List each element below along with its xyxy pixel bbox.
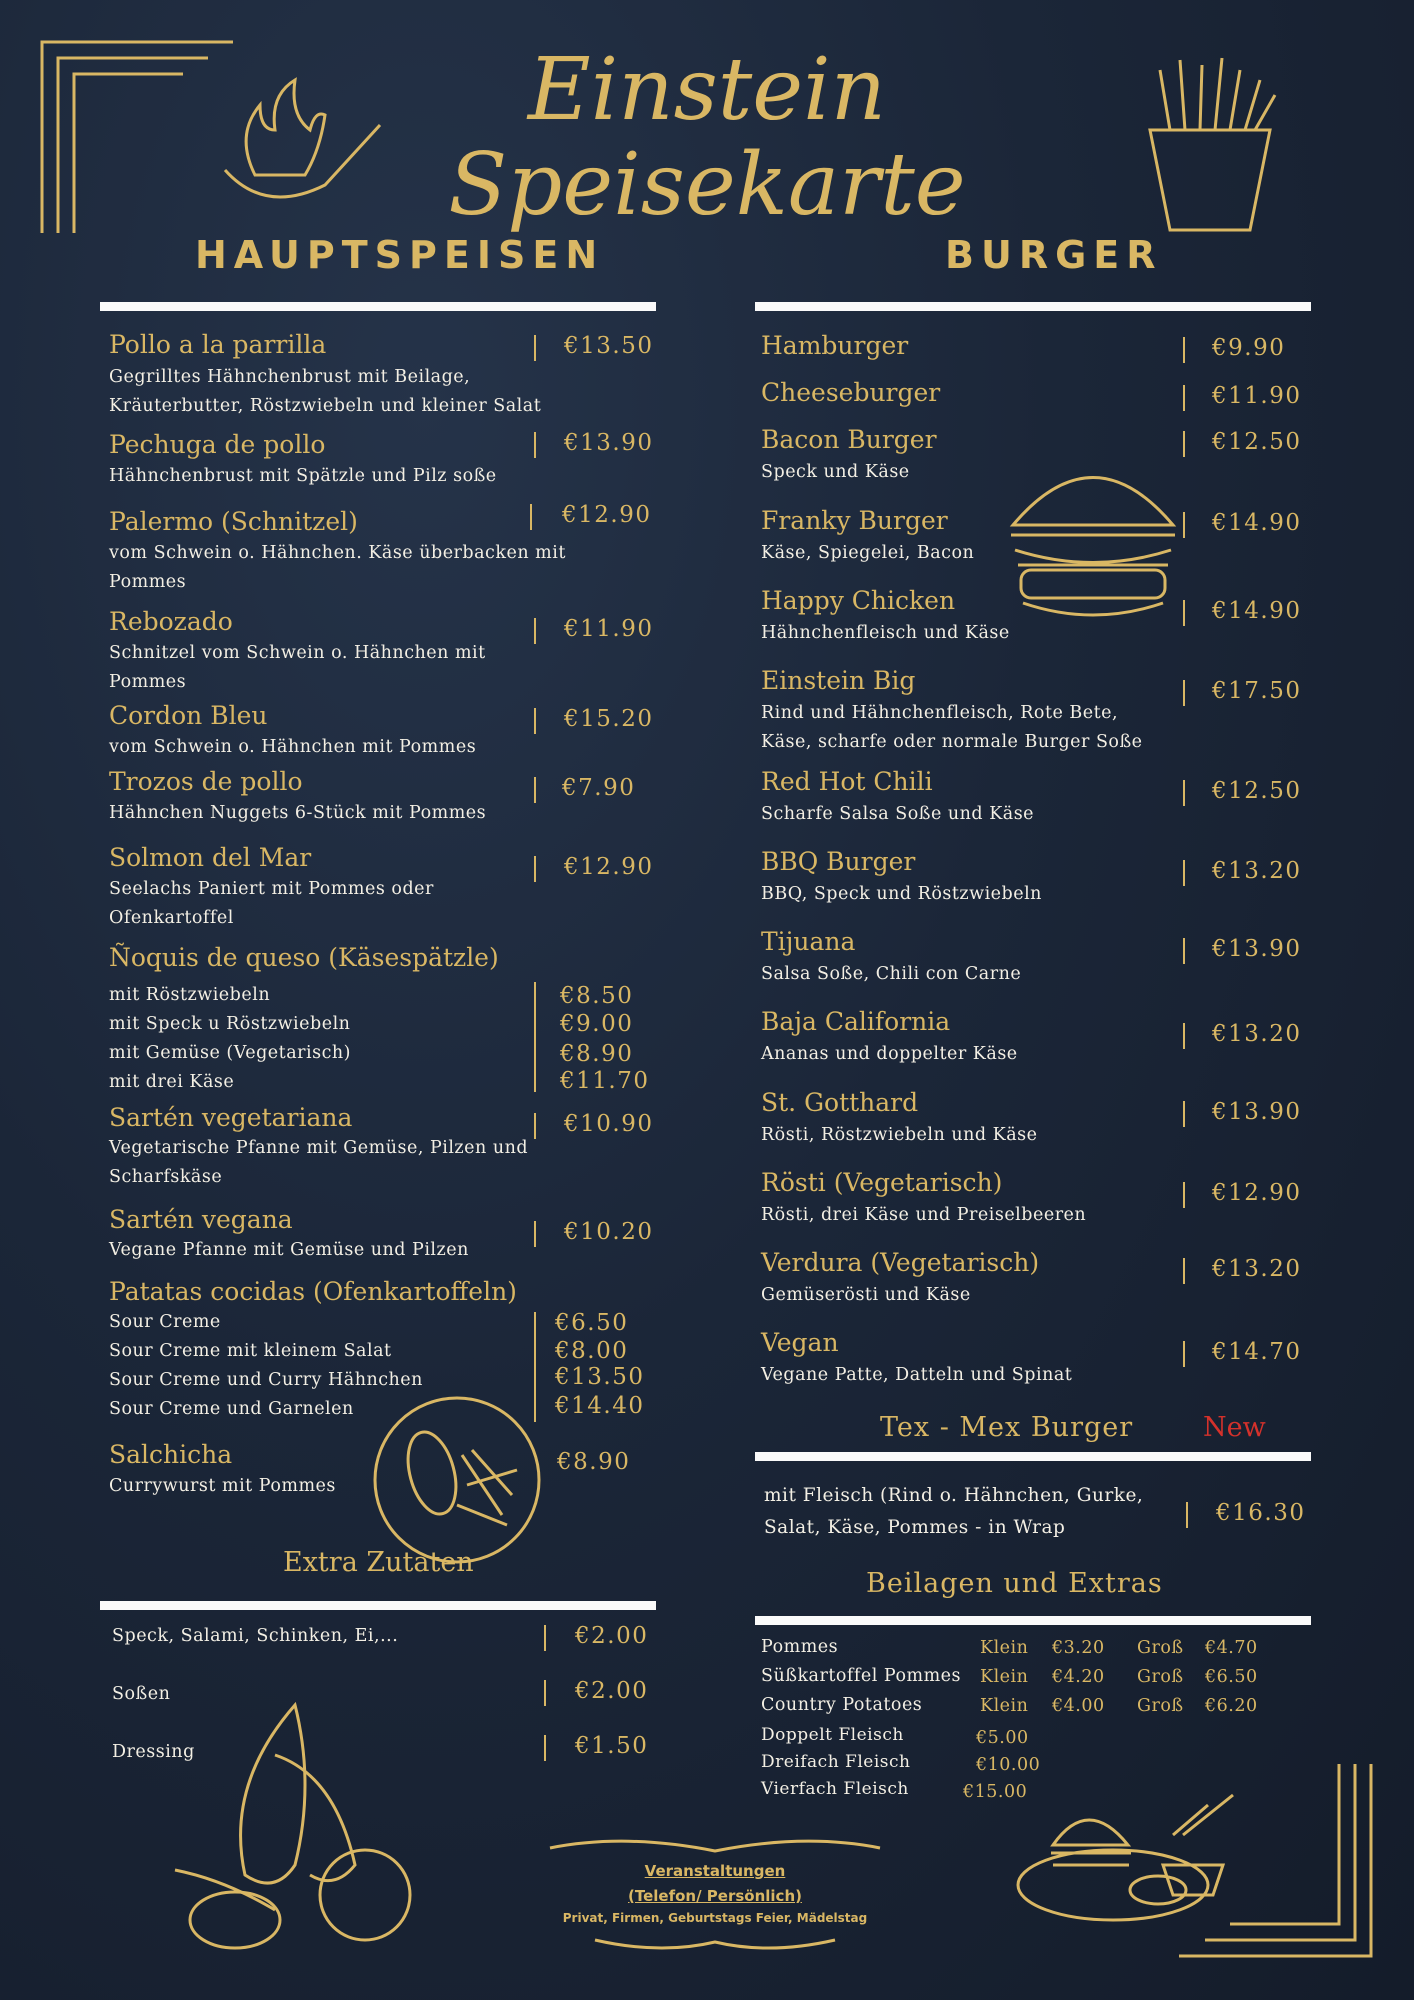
- item-price: €11.90: [564, 616, 654, 642]
- item-price: €10.20: [564, 1219, 654, 1245]
- item-price: €13.20: [1212, 1021, 1302, 1047]
- option-price: €13.50: [555, 1364, 645, 1390]
- baked-potato-icon: [372, 1395, 542, 1565]
- vegetables-icon: [165, 1695, 430, 1960]
- item-price: €10.90: [564, 1111, 654, 1137]
- item-description: Salat, Käse, Pommes - in Wrap: [764, 1517, 1066, 1538]
- extra-price: €1.50: [575, 1733, 649, 1759]
- side-label: Süßkartoffel Pommes: [761, 1666, 962, 1686]
- price-separator: [1183, 385, 1185, 411]
- size-label-large: Groß: [1137, 1667, 1184, 1687]
- item-name: Rebozado: [109, 607, 233, 636]
- size-label-large: Groß: [1137, 1696, 1184, 1716]
- item-name: Sartén vegana: [109, 1205, 293, 1234]
- size-label-small: Klein: [980, 1638, 1029, 1658]
- section-heading-extras: Extra Zutaten: [283, 1547, 474, 1578]
- item-price: €15.20: [564, 706, 654, 732]
- item-name: Patatas cocidas (Ofenkartoffeln): [109, 1277, 517, 1306]
- item-price: €13.50: [564, 333, 654, 359]
- extra-price: €2.00: [575, 1678, 649, 1704]
- price-separator: [534, 708, 536, 734]
- price-separator: [1183, 431, 1185, 457]
- item-price: €12.90: [564, 854, 654, 880]
- title-line-2: Speisekarte: [448, 135, 966, 235]
- item-description: vom Schwein o. Hähnchen mit Pommes: [109, 737, 477, 757]
- item-description: Rösti, Röstzwiebeln und Käse: [761, 1125, 1038, 1145]
- price-separator: [1183, 680, 1185, 706]
- size-price-large: €6.50: [1205, 1667, 1258, 1687]
- item-price: €7.90: [562, 775, 636, 801]
- divider: [755, 1452, 1311, 1461]
- price-separator: [1183, 1341, 1185, 1367]
- extra-label: Dressing: [112, 1742, 195, 1762]
- extra-meat-price: €5.00: [976, 1728, 1029, 1748]
- price-separator: [530, 504, 532, 530]
- item-name: Pechuga de pollo: [109, 430, 326, 459]
- divider: [100, 1601, 656, 1610]
- section-heading-hauptspeisen: HAUPTSPEISEN: [195, 233, 605, 277]
- option-price: €9.00: [560, 1011, 634, 1037]
- item-price: €13.90: [564, 430, 654, 456]
- item-name: Verdura (Vegetarisch): [761, 1248, 1040, 1277]
- size-price-large: €4.70: [1205, 1638, 1258, 1658]
- item-price: €13.90: [1212, 1099, 1302, 1125]
- item-description: Seelachs Paniert mit Pommes oder Ofenkartoffel: [109, 879, 434, 928]
- item-price: €17.50: [1212, 678, 1302, 704]
- item-price: €12.90: [1212, 1180, 1302, 1206]
- item-name: Franky Burger: [761, 506, 948, 535]
- item-description: BBQ, Speck und Röstzwiebeln: [761, 884, 1042, 904]
- item-name: Cheeseburger: [761, 378, 941, 407]
- option-label: mit Röstzwiebeln: [109, 985, 271, 1005]
- option-label: Sour Creme und Curry Hähnchen: [109, 1370, 423, 1390]
- item-price: €14.90: [1212, 510, 1302, 536]
- item-name: Baja California: [761, 1007, 951, 1036]
- item-name: St. Gotthard: [761, 1088, 919, 1117]
- footer-line-3: Privat, Firmen, Geburtstags Feier, Mädelstag: [562, 1911, 868, 1925]
- price-separator: [1183, 600, 1185, 626]
- footer-line-2: (Telefon/ Persönlich): [628, 1887, 802, 1905]
- item-price: €12.50: [1212, 778, 1302, 804]
- section-heading-burger: BURGER: [945, 233, 1163, 277]
- divider: [755, 302, 1311, 311]
- item-description: Scharfe Salsa Soße und Käse: [761, 804, 1035, 824]
- item-price: €12.50: [1212, 429, 1302, 455]
- extra-label: Speck, Salami, Schinken, Ei,...: [112, 1626, 399, 1646]
- price-separator: [1183, 780, 1185, 806]
- price-separator: [534, 335, 536, 361]
- extra-label: Soßen: [112, 1684, 171, 1704]
- item-price: €8.90: [557, 1449, 631, 1475]
- extra-meat-price: €15.00: [963, 1782, 1028, 1802]
- item-price: €13.20: [1212, 1256, 1302, 1282]
- item-description: Rind und Hähnchenfleisch, Rote Bete, Käse, scharfe oder normale Burger Soße: [761, 703, 1143, 752]
- item-price: €13.90: [1212, 936, 1302, 962]
- title-line-1: Einstein: [527, 40, 887, 140]
- ornament-bottom: [590, 1930, 840, 1960]
- item-description: Vegetarische Pfanne mit Gemüse, Pilzen und Scharfskäse: [109, 1138, 529, 1187]
- price-separator: [1183, 512, 1185, 538]
- option-price: €8.50: [560, 983, 634, 1009]
- item-name: Pollo a la parrilla: [109, 330, 327, 359]
- option-label: mit drei Käse: [109, 1072, 235, 1092]
- item-price: €16.30: [1216, 1500, 1306, 1526]
- item-description: Salsa Soße, Chili con Carne: [761, 964, 1022, 984]
- item-name: Red Hot Chili: [761, 767, 933, 796]
- item-name: Vegan: [761, 1328, 839, 1357]
- item-description: mit Fleisch (Rind o. Hähnchen, Gurke,: [764, 1485, 1144, 1506]
- price-separator: [544, 1680, 546, 1706]
- item-name: Cordon Bleu: [109, 701, 268, 730]
- item-name: Solmon del Mar: [109, 843, 312, 872]
- price-separator: [1183, 1101, 1185, 1127]
- new-badge: New: [1203, 1412, 1266, 1443]
- price-separator: [534, 982, 536, 1092]
- item-name: Tijuana: [761, 927, 856, 956]
- price-separator: [544, 1735, 546, 1761]
- option-price: €11.70: [560, 1068, 650, 1094]
- section-heading-beilagen: Beilagen und Extras: [866, 1568, 1163, 1599]
- item-description: Hähnchen Nuggets 6-Stück mit Pommes: [109, 803, 487, 823]
- item-description: Hähnchenfleisch und Käse: [761, 623, 1010, 643]
- divider: [100, 302, 656, 311]
- item-description: Currywurst mit Pommes: [109, 1476, 336, 1496]
- price-separator: [1186, 1502, 1188, 1528]
- option-label: Sour Creme: [109, 1312, 221, 1332]
- item-name: Salchicha: [109, 1440, 233, 1469]
- item-description: Schnitzel vom Schwein o. Hähnchen mit Pommes: [109, 643, 486, 692]
- item-price: €12.90: [562, 502, 652, 528]
- price-separator: [1183, 1182, 1185, 1208]
- price-separator: [1183, 938, 1185, 964]
- divider: [755, 1616, 1311, 1625]
- item-price: €14.70: [1212, 1339, 1302, 1365]
- option-price: €8.90: [560, 1041, 634, 1067]
- option-label: mit Speck u Röstzwiebeln: [109, 1014, 351, 1034]
- item-name: Einstein Big: [761, 666, 916, 695]
- item-description: Vegane Patte, Datteln und Spinat: [761, 1365, 1073, 1385]
- extra-meat-price: €10.00: [976, 1755, 1041, 1775]
- item-description: Gemüserösti und Käse: [761, 1285, 971, 1305]
- footer-line-1: Veranstaltungen: [644, 1862, 786, 1880]
- size-price-large: €6.20: [1205, 1696, 1258, 1716]
- price-separator: [544, 1625, 546, 1651]
- option-label: mit Gemüse (Vegetarisch): [109, 1043, 351, 1063]
- option-price: €6.50: [555, 1310, 629, 1336]
- item-name: Sartén vegetariana: [109, 1103, 353, 1132]
- item-description: Speck und Käse: [761, 462, 910, 482]
- size-label-small: Klein: [980, 1696, 1029, 1716]
- item-name: Ñoquis de queso (Käsespätzle): [109, 943, 499, 972]
- price-separator: [1183, 860, 1185, 886]
- item-price: €9.90: [1212, 335, 1286, 361]
- option-price: €14.40: [555, 1393, 645, 1419]
- size-price-small: €3.20: [1052, 1638, 1105, 1658]
- price-separator: [1183, 1023, 1185, 1049]
- option-label: Sour Creme mit kleinem Salat: [109, 1341, 392, 1361]
- side-label: Pommes: [761, 1637, 839, 1657]
- option-label: Sour Creme und Garnelen: [109, 1399, 354, 1419]
- extra-meat-label: Doppelt Fleisch: [761, 1725, 904, 1745]
- item-name: Trozos de pollo: [109, 767, 303, 796]
- price-separator: [1183, 337, 1185, 363]
- item-price: €11.90: [1212, 383, 1302, 409]
- item-name: Bacon Burger: [761, 425, 937, 454]
- size-price-small: €4.00: [1052, 1696, 1105, 1716]
- item-price: €13.20: [1212, 858, 1302, 884]
- price-separator: [1183, 1258, 1185, 1284]
- item-name: Hamburger: [761, 331, 909, 360]
- item-description: vom Schwein o. Hähnchen. Käse überbacken mit Pommes: [109, 543, 566, 592]
- item-description: Hähnchenbrust mit Spätzle und Pilz soße: [109, 466, 497, 486]
- side-label: Country Potatoes: [761, 1695, 923, 1715]
- item-description: Käse, Spiegelei, Bacon: [761, 543, 975, 563]
- item-name: BBQ Burger: [761, 847, 916, 876]
- section-heading-texmex: Tex - Mex Burger: [880, 1412, 1134, 1443]
- item-description: Ananas und doppelter Käse: [761, 1044, 1018, 1064]
- size-label-large: Groß: [1137, 1638, 1184, 1658]
- item-description: Gegrilltes Hähnchenbrust mit Beilage, Kräuterbutter, Röstzwiebeln und kleiner Salat: [109, 367, 542, 416]
- extra-price: €2.00: [575, 1623, 649, 1649]
- item-name: Happy Chicken: [761, 586, 956, 615]
- item-description: Vegane Pfanne mit Gemüse und Pilzen: [109, 1240, 469, 1260]
- item-price: €14.90: [1212, 598, 1302, 624]
- item-description: Rösti, drei Käse und Preiselbeeren: [761, 1205, 1087, 1225]
- burger-plate-icon: [1013, 1775, 1253, 1925]
- item-name: Palermo (Schnitzel): [109, 507, 358, 536]
- item-name: Rösti (Vegetarisch): [761, 1168, 1003, 1197]
- price-separator: [534, 432, 536, 458]
- extra-meat-label: Vierfach Fleisch: [761, 1779, 909, 1799]
- size-label-small: Klein: [980, 1667, 1029, 1687]
- option-price: €8.00: [555, 1338, 629, 1364]
- size-price-small: €4.20: [1052, 1667, 1105, 1687]
- extra-meat-label: Dreifach Fleisch: [761, 1752, 911, 1772]
- ornament-top: [545, 1833, 885, 1863]
